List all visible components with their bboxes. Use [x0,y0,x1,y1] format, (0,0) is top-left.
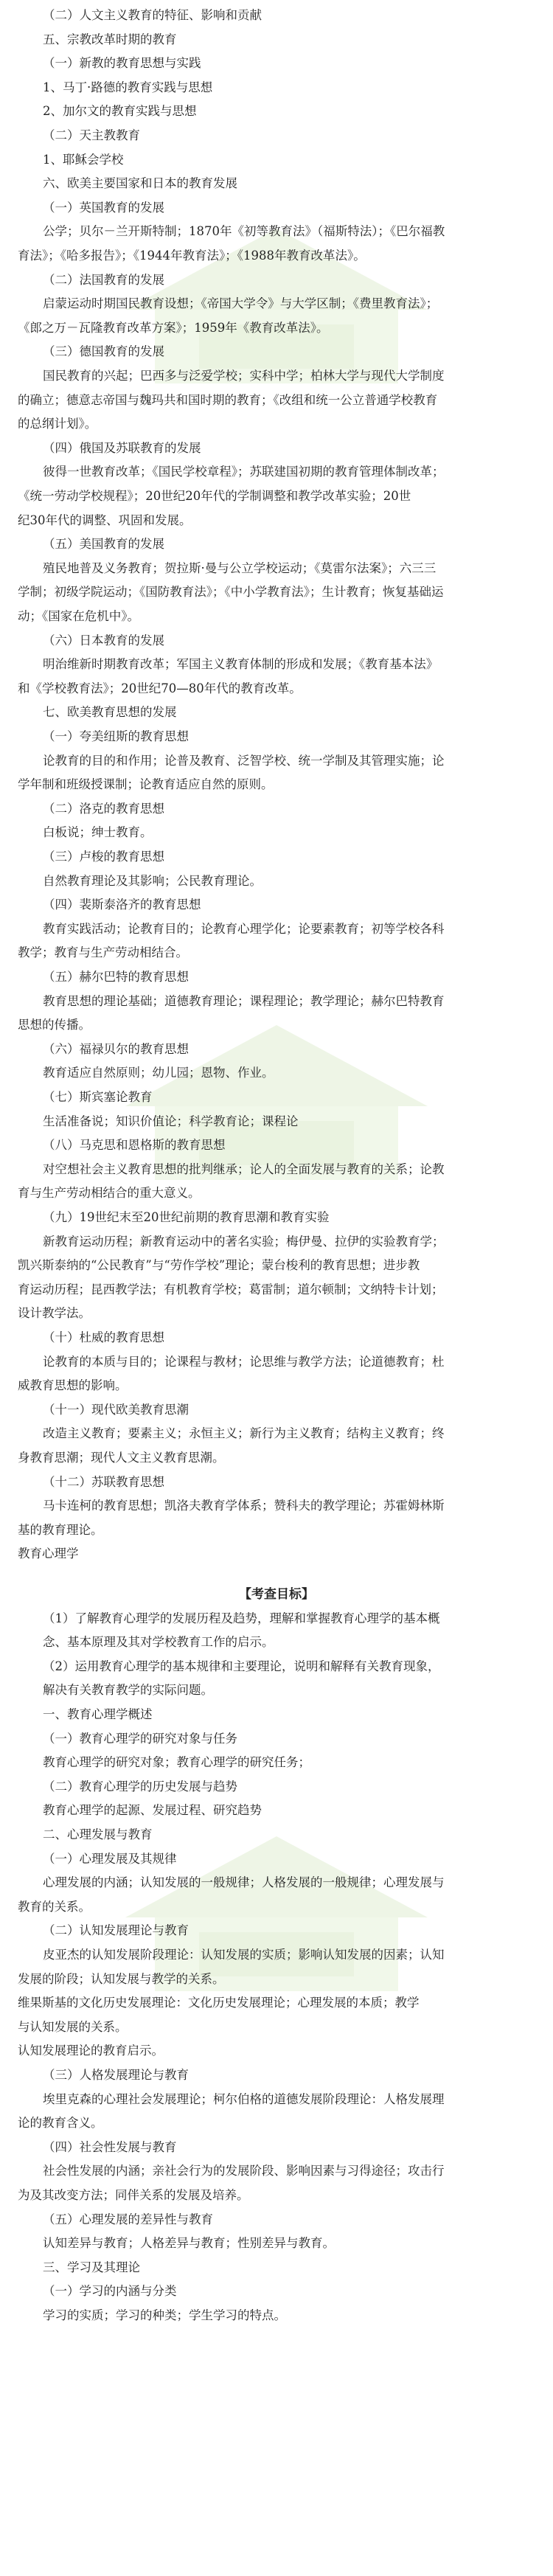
text-line: 教育适应自然原则；幼儿园；恩物、作业。 [43,1066,274,1080]
text-line: 教育心理学 [18,1546,79,1561]
text-line: 的确立；德意志帝国与魏玛共和国时期的教育；《改组和统一公立普通学校教育 [18,392,438,407]
text-line: （二）认知发展理论与教育 [43,1923,189,1938]
text-line: 与认知发展的关系。 [18,2019,128,2034]
text-line: （三）卢梭的教育思想 [43,850,164,864]
text-line: （九）19世纪末至20世纪前期的教育思潮和教育实验 [43,1210,330,1224]
text-line: （十一）现代欧美教育思潮 [43,1402,189,1417]
text-line: （十）杜威的教育思想 [43,1330,164,1344]
text-line: （二）教育心理学的历史发展与趋势 [43,1779,237,1794]
text-line: 威教育思想的影响。 [18,1378,128,1393]
text-line: 生活准备说；知识价值论；科学教育论；课程论 [43,1114,299,1128]
text-line: （一）新教的教育思想与实践 [43,56,201,71]
text-line: （六）日本教育的发展 [43,633,164,648]
text-line: 解决有关教育教学的实际问题。 [43,1683,213,1698]
text-line: 新教育运动历程；新教育运动中的著名实验；梅伊曼、拉伊的实验教育学； [43,1234,445,1249]
text-line: 《郎之万－瓦隆教育改革方案》；1959年《教育改革法》。 [18,320,329,335]
text-line: （二）洛克的教育思想 [43,801,164,816]
text-line: 马卡连柯的教育思想；凯洛夫教育学体系；赞科夫的教学理论；苏霍姆林斯 [43,1499,445,1513]
text-line: 学制；初级学院运动；《国防教育法》；《中小学教育法》；生计教育；恢复基础运 [18,585,444,600]
text-line: （五）赫尔巴特的教育思想 [43,970,189,984]
text-line: 六、欧美主要国家和日本的教育发展 [43,176,237,191]
text-line: 对空想社会主义教育思想的批判继承；论人的全面发展与教育的关系；论教 [43,1162,445,1176]
text-line: 2、加尔文的教育实践与思想 [43,104,197,119]
text-line: 改造主义教育；要素主义；永恒主义；新行为主义教育；结构主义教育；终 [43,1426,445,1441]
text-line: 育与生产劳动相结合的重大意义。 [18,1186,201,1201]
text-line: （2）运用教育心理学的基本规律和主要理论，说明和解释有关教育现象， [43,1659,440,1673]
text-line: 的总纲计划》。 [18,417,97,431]
text-line: 1、耶稣会学校 [43,152,124,167]
section-title: 【考查目标】 [239,1587,314,1602]
text-line: （二）法国教育的发展 [43,272,164,287]
text-line: 思想的传播。 [18,1018,91,1032]
text-line: 论的教育含义。 [18,2116,103,2131]
text-line: 设计教学法。 [18,1306,91,1321]
text-line: （十二）苏联教育思想 [43,1474,164,1489]
text-line: 育运动历程；昆西教学法；有机教育学校；葛雷制；道尔顿制；文纳特卡计划； [18,1282,444,1296]
text-line: 基的教育理论。 [18,1522,103,1537]
text-line: （五）心理发展的差异性与教育 [43,2212,213,2226]
text-line: 1、马丁·路德的教育实践与思想 [43,80,213,94]
text-line: 动；《国家在危机中》。 [18,609,139,623]
text-line: 自然教育理论及其影响；公民教育理论。 [43,873,262,888]
text-line: 教育思想的理论基础；道德教育理论；课程理论；教学理论；赫尔巴特教育 [43,993,445,1008]
text-line: 殖民地普及义务教育；贺拉斯·曼与公立学校运动；《莫雷尔法案》；六三三 [43,560,437,575]
text-line: 认知差异与教育；人格差异与教育；性别差异与教育。 [43,2236,335,2251]
text-line: 教育实践活动；论教育目的；论教育心理学化；论要素教育；初等学校各科 [43,921,445,936]
text-line: 明治维新时期教育改革；军国主义教育体制的形成和发展；《教育基本法》 [43,657,439,672]
text-line: （八）马克思和恩格斯的教育思想 [43,1138,226,1153]
text-line: 社会性发展的内涵；亲社会行为的发展阶段、影响因素与习得途径；攻击行 [43,2164,445,2179]
text-line: 白板说；绅士教育。 [43,825,153,840]
text-line: （一）英国教育的发展 [43,200,164,215]
text-line: 学习的实质；学习的种类；学生学习的特点。 [43,2308,286,2322]
text-line: 七、欧美教育思想的发展 [43,705,177,720]
text-line: 发展的阶段；认知发展与教学的关系。 [18,1971,225,1986]
text-line: 二、心理发展与教育 [43,1827,153,1841]
text-line: （1）了解教育心理学的发展历程及趋势，理解和掌握教育心理学的基本概 [43,1611,440,1625]
text-line: 论教育的目的和作用；论普及教育、泛智学校、统一学制及其管理实施；论 [43,753,445,768]
text-line: 教育心理学的研究对象；教育心理学的研究任务； [43,1755,310,1770]
text-line: 念、基本原理及其对学校教育工作的启示。 [43,1635,274,1650]
text-line: 一、教育心理学概述 [43,1707,153,1721]
text-line: 皮亚杰的认知发展阶段理论：认知发展的实质；影响认知发展的因素；认知 [43,1948,445,1962]
text-line: （一）心理发展及其规律 [43,1851,177,1866]
text-line: 三、学习及其理论 [43,2260,140,2274]
text-line: （三）德国教育的发展 [43,344,164,359]
text-line: 为及其改变方法；同伴关系的发展及培养。 [18,2188,249,2202]
text-line: 育法》；《哈多报告》；《1944年教育法》；《1988年教育改革法》。 [18,249,366,263]
text-line: 启蒙运动时期国民教育设想；《帝国大学令》与大学区制；《费里教育法》； [43,296,439,311]
text-line: 教学；教育与生产劳动相结合。 [18,945,188,960]
text-line: （一）夸美纽斯的教育思想 [43,729,189,743]
text-line: 五、宗教改革时期的教育 [43,32,177,46]
text-line: （六）福禄贝尔的教育思想 [43,1041,189,1056]
text-line: （四）俄国及苏联教育的发展 [43,440,201,455]
text-line: （二）人文主义教育的特征、影响和贡献 [43,8,262,22]
text-line: （四）裴斯泰洛齐的教育思想 [43,898,201,912]
text-line: 《统一劳动学校规程》；20世纪20年代的学制调整和教学改革实验；20世 [18,489,411,503]
text-line: 身教育思潮；现代人文主义教育思潮。 [18,1451,225,1465]
text-line: 公学；贝尔－兰开斯特制；1870年《初等教育法》（福斯特法）；《巴尔福教 [43,224,445,239]
text-line: 纪30年代的调整、巩固和发展。 [18,513,192,527]
text-line: （五）美国教育的发展 [43,537,164,552]
text-line: 认知发展理论的教育启示。 [18,2044,164,2058]
text-line: 凯兴斯泰纳的“公民教育”与“劳作学校”理论；蒙台梭利的教育思想；进步教 [18,1258,420,1273]
text-line: 心理发展的内涵；认知发展的一般规律；人格发展的一般规律；心理发展与 [43,1875,445,1890]
text-line: （三）人格发展理论与教育 [43,2068,189,2082]
text-line: （四）社会性发展与教育 [43,2139,177,2154]
text-line: （二）天主教教育 [43,128,140,142]
text-line: 彼得一世教育改革；《国民学校章程》；苏联建国初期的教育管理体制改革； [43,465,445,479]
text-line: （一）学习的内涵与分类 [43,2284,177,2299]
text-line: 国民教育的兴起；巴西多与泛爱学校；实科中学；柏林大学与现代大学制度 [43,369,445,383]
text-line: 和《学校教育法》；20世纪70—80年代的教育改革。 [18,681,302,695]
text-line: 学年制和班级授课制；论教育适应自然的原则。 [18,777,274,792]
text-line: 教育心理学的起源、发展过程、研究趋势 [43,1803,262,1818]
text-line: 埃里克森的心理社会发展理论；柯尔伯格的道德发展阶段理论：人格发展理 [43,2091,445,2106]
text-line: （一）教育心理学的研究对象与任务 [43,1731,237,1746]
text-line: 维果斯基的文化历史发展理论：文化历史发展理论；心理发展的本质；教学 [18,1996,420,2010]
text-line: 论教育的本质与目的；论课程与教材；论思维与教学方法；论道德教育；杜 [43,1354,445,1369]
text-line: （七）斯宾塞论教育 [43,1090,153,1104]
text-line: 教育的关系。 [18,1899,91,1914]
